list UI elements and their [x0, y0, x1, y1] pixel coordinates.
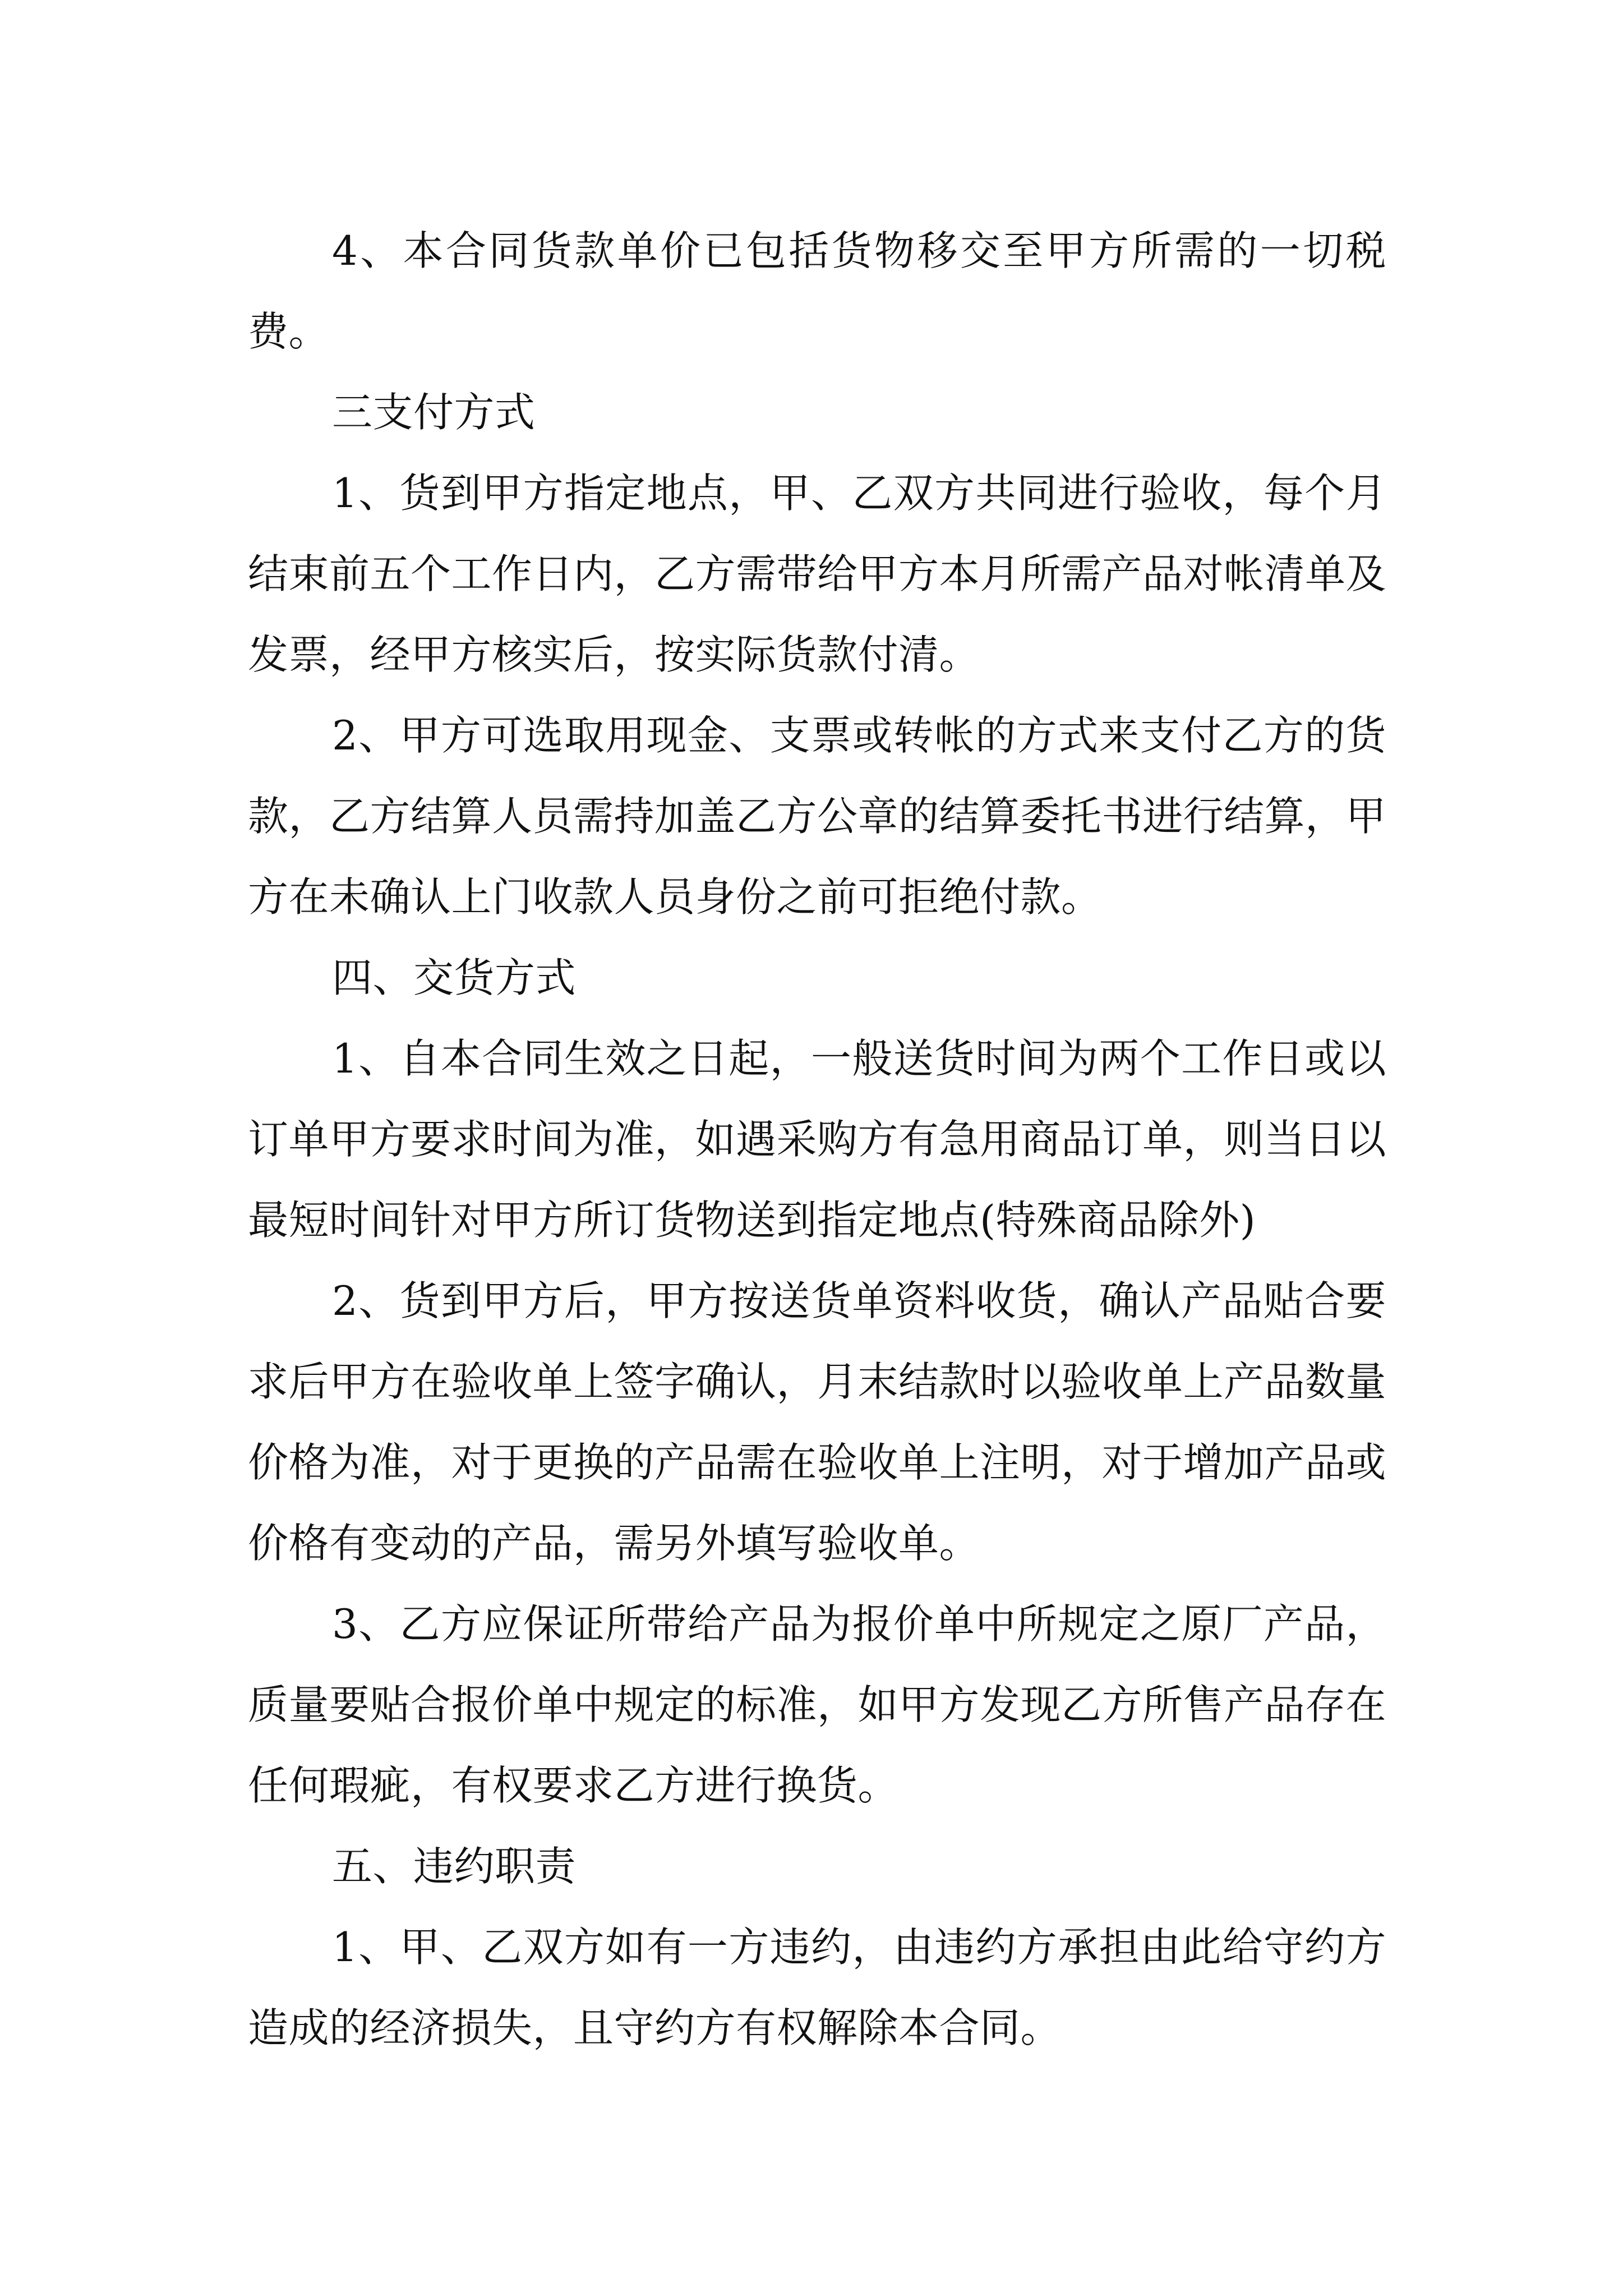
paragraph-clause-4-taxes: 4、本合同货款单价已包括货物移交至甲方所需的一切税费。	[248, 227, 1386, 355]
document-body	[248, 210, 1386, 2068]
paragraph-breach-clause-1: 1、甲、乙双方如有一方违约，由违约方承担由此给守约方造成的经济损失，且守约方有权解除本合同。	[248, 1924, 1386, 2051]
paragraph-payment-clause-2: 2、甲方可选取用现金、支票或转帐的方式来支付乙方的货款，乙方结算人员需持加盖乙方公章的结算委托书进行结算，甲方在未确认上门收款人员身份之前可拒绝付款。	[248, 712, 1387, 921]
paragraph-payment-clause-1: 1、货到甲方指定地点，甲、乙双方共同进行验收，每个月结束前五个工作日内，乙方需带给甲方本月所需产品对帐清单及发票，经甲方核实后，按实际货款付清。	[248, 470, 1387, 678]
paragraph-delivery-clause-1: 1、自本合同生效之日起，一般送货时间为两个工作日或以订单甲方要求时间为准，如遇采购方有急用商品订单，则当日以最短时间针对甲方所订货物送到指定地点(特殊商品除外)	[248, 1035, 1387, 1244]
section-heading-breach-liability: 五、违约职责	[332, 1843, 577, 1890]
paragraph-delivery-clause-2: 2、货到甲方后，甲方按送货单资料收货，确认产品贴合要求后甲方在验收单上签字确认，月末结款时以验收单上产品数量价格为准，对于更换的产品需在验收单上注明，对于增加产品或价格有变动的产品，需另外填写验收单。	[248, 1277, 1387, 1567]
paragraph-delivery-clause-3: 3、乙方应保证所带给产品为报价单中所规定之原厂产品，质量要贴合报价单中规定的标准，如甲方发现乙方所售产品存在任何瑕疵，有权要求乙方进行换货。	[248, 1600, 1387, 1809]
section-heading-payment-method: 三支付方式	[332, 389, 536, 436]
section-heading-delivery-method: 四、交货方式	[332, 954, 577, 1001]
